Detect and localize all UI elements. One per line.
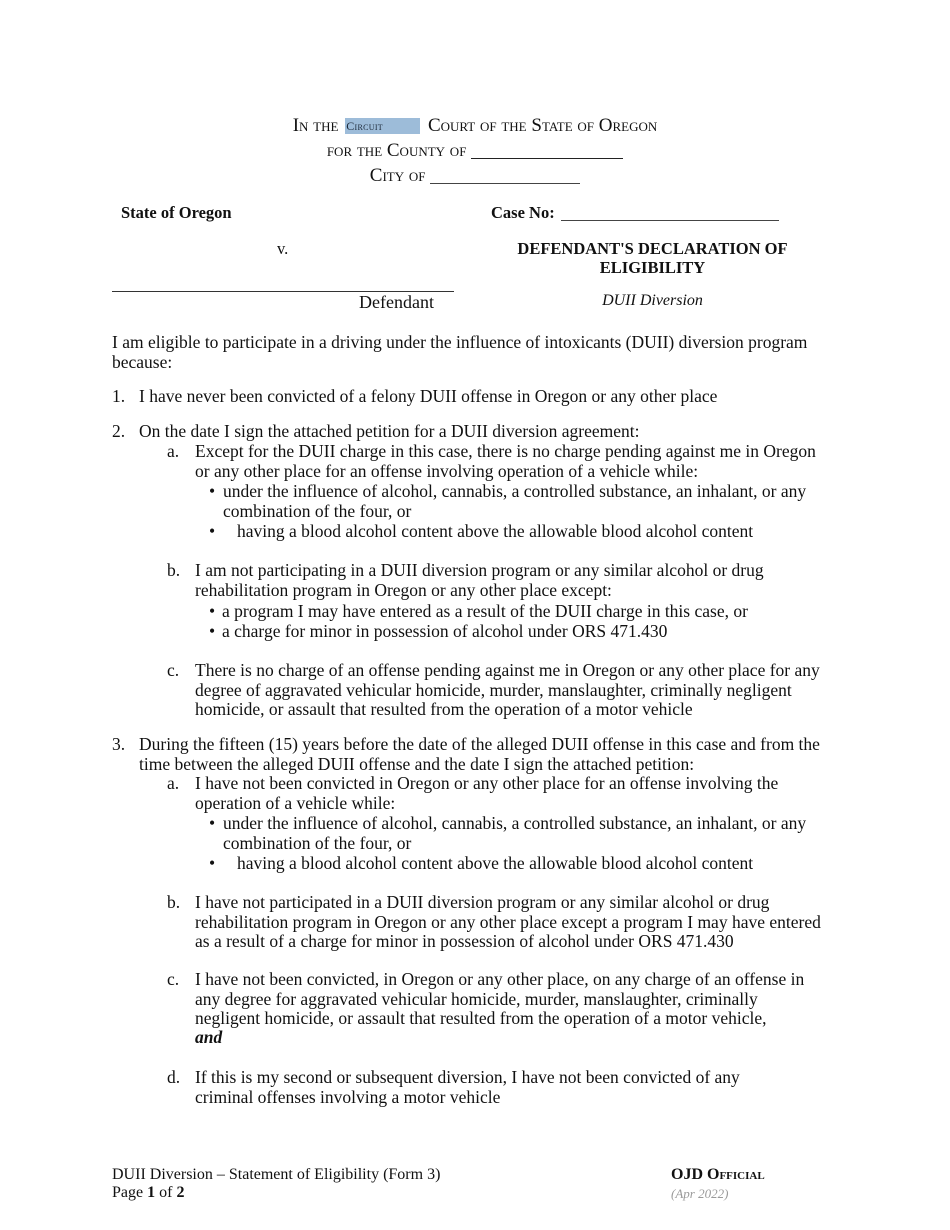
sub-item-letter: b.	[167, 560, 181, 580]
bullet-text: under the influence of alcohol, cannabis, a controlled substance, an inhalant, or any combination of the four, or	[223, 481, 807, 521]
revision-date: (Apr 2022)	[671, 1186, 729, 1201]
bullet-icon: •	[209, 813, 216, 833]
bullet-icon: •	[209, 521, 216, 541]
item-number: 3.	[112, 734, 126, 754]
city-field[interactable]	[430, 167, 580, 184]
intro-paragraph: I am eligible to participate in a driving under the influence of intoxicants (DUII) diversion program because:	[112, 332, 808, 372]
bullet-text: under the influence of alcohol, cannabis, a controlled substance, an inhalant, or any combination of the four, or	[223, 813, 807, 853]
sub-item-text: I have not been convicted, in Oregon or any other place, on any charge of an offense in any degree for aggravated vehicular homicide, murder, manslaughter, criminally negligent homicide, or assault that resulted from the operation of a motor vehicle,	[195, 969, 805, 1028]
page-current: 1	[147, 1184, 156, 1201]
ojd-official-label: OJD Official	[671, 1166, 765, 1183]
bullet-icon: •	[209, 481, 216, 501]
page-of: of	[159, 1184, 173, 1201]
sub-item-letter: a.	[167, 441, 180, 461]
page-total: 2	[176, 1184, 185, 1201]
bullet-text: having a blood alcohol content above the allowable blood alcohol content	[237, 521, 754, 541]
page-prefix: Page	[112, 1184, 144, 1201]
case-number-label: Case No:	[491, 203, 555, 222]
item-number: 1.	[112, 386, 126, 406]
form-title: DUII Diversion – Statement of Eligibility (Form 3)	[112, 1166, 441, 1183]
sub-item-text: There is no charge of an offense pending against me in Oregon or any other place for any degree of aggravated vehicular homicide, murder, manslaughter, criminally negligent homicide, or assault that resulted from the operation of a motor vehicle	[195, 660, 820, 719]
document-title: DEFENDANT'S DECLARATION OF ELIGIBILITY	[517, 239, 788, 277]
sub-item-text: I have not been convicted in Oregon or any other place for an offense involving the operation of a vehicle while:	[195, 773, 779, 813]
case-number-field[interactable]	[561, 204, 779, 221]
bullet-icon: •	[209, 853, 216, 873]
sub-item-text: I am not participating in a DUII diversion program or any similar alcohol or drug rehabilitation program in Oregon or any other place except:	[195, 560, 764, 600]
bullet-text: a program I may have entered as a result of the DUII charge in this case, or	[222, 601, 748, 621]
bullet-text: a charge for minor in possession of alcohol under ORS 471.430	[222, 621, 668, 641]
county-field[interactable]	[471, 142, 623, 159]
item-text: On the date I sign the attached petition for a DUII diversion agreement:	[139, 421, 640, 441]
court-prefix: In the	[292, 115, 339, 136]
city-label: City of	[369, 165, 426, 186]
city-line	[0, 164, 950, 188]
bullet-icon: •	[209, 601, 216, 621]
court-heading	[0, 114, 950, 138]
sub-item-text: If this is my second or subsequent diversion, I have not been convicted of any criminal offenses involving a motor vehicle	[195, 1067, 740, 1107]
sub-item-letter: d.	[167, 1067, 181, 1087]
court-suffix: Court of the State of Oregon	[427, 115, 658, 136]
sub-item-letter: a.	[167, 773, 180, 793]
emphasis-and: and	[195, 1027, 223, 1047]
sub-item-letter: c.	[167, 660, 180, 680]
defendant-label: Defendant	[359, 292, 434, 312]
item-text: During the fifteen (15) years before the date of the alleged DUII offense in this case and from the time between the alleged DUII offense and the date I sign the attached petition:	[139, 734, 820, 774]
bullet-text: having a blood alcohol content above the allowable blood alcohol content	[237, 853, 754, 873]
sub-item-letter: b.	[167, 892, 181, 912]
bullet-icon: •	[209, 621, 216, 641]
county-label: for the County of	[326, 140, 467, 161]
county-line	[0, 139, 950, 163]
sub-item-text: I have not participated in a DUII diversion program or any similar alcohol or drug rehabilitation program in Oregon or any other place except a program I may have entered as a result of a charge for minor in possession of alcohol under ORS 471.430	[195, 892, 821, 951]
plaintiff-name: State of Oregon	[121, 203, 232, 222]
item-number: 2.	[112, 421, 126, 441]
item-text: I have never been convicted of a felony DUII offense in Oregon or any other place	[139, 386, 718, 406]
document-subtitle: DUII Diversion	[602, 292, 703, 309]
court-type-select[interactable]: Circuit	[345, 118, 420, 134]
page-number	[112, 1184, 184, 1202]
sub-item-text: Except for the DUII charge in this case, there is no charge pending against me in Oregon or any other place for an offense involving operation of a vehicle while:	[195, 441, 816, 481]
versus-label: v.	[277, 239, 289, 258]
sub-item-letter: c.	[167, 969, 180, 989]
case-number-row	[491, 203, 779, 223]
